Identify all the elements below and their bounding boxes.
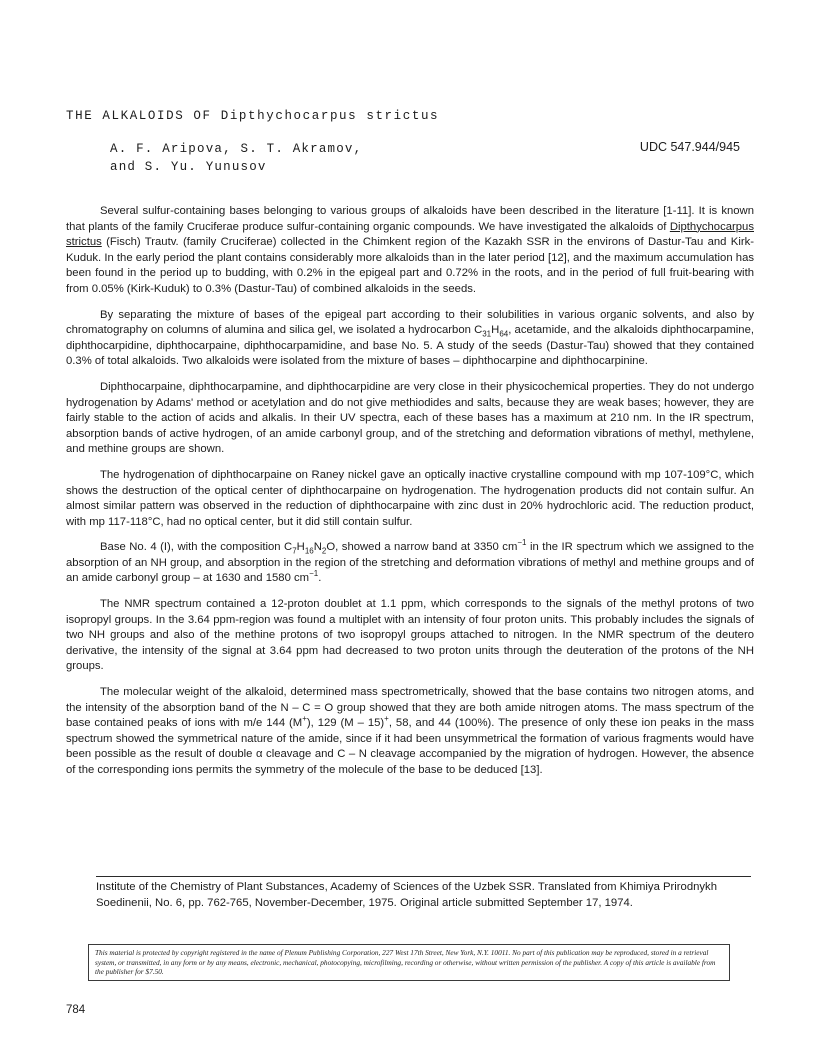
footnote-divider [96,876,751,877]
paragraph-5 [66,540,754,587]
ion-superscript: + [302,714,307,724]
paragraph-2-text-b: , acetamide, and the alkaloids diphthocarpamine, diphthocarpidine, diphthocarpaine, diphthocarpamidine, and base No. 5. A study of the seeds (Dastur-Tau) showed that they contained 0.3% of total alkaloids. Two alkaloids were isolated from the mixture of bases – diphthocarpine and diphthocarpinine. [66,324,754,368]
paragraph-7-text-c: , 58, and 44 (100%). The presence of only these ion peaks in the mass spectrum showed the symmetrical nature of the amide, since if it had been unsymmetrical the formation of various fragments would have been possible as the result of double α cleavage and C – N cleavage accompanied by the migration of hydrogen. However, the absence of the corresponding ions permits the symmetry of the molecule of the base to be deduced [13]. [66,717,754,776]
authors-line-1: A. F. Aripova, S. T. Akramov, [110,142,363,156]
paragraph-6: The NMR spectrum contained a 12-proton doublet at 1.1 ppm, which corresponds to the signals of the methyl protons of two isopropyl groups. In the 3.64 ppm-region was found a multiplet with an intensity of four proton units. This probably includes the signals of two NH groups and also of the methine protons of two isopropyl groups attached to nitrogen. In the NMR spectrum of the deutero derivative, the intensity of the signal at 3.64 ppm had decreased to two proton units through the deuteration of the protons of the NH groups. [66,598,754,673]
title-prefix: THE ALKALOIDS OF [66,109,221,123]
paragraph-1-text-a: Several sulfur-containing bases belonging to various groups of alkaloids have been described in the literature [1-11]. It is known that plants of the family Cruciferae produce sulfur-containing organic compounds. We have investigated the alkaloids of [66,205,754,233]
paragraph-5-text-d: . [318,572,322,585]
paragraph-2-text-a: By separating the mixture of bases of the epigeal part according to their solubilities in various organic solvents, and also by chromatography on columns of alumina and silica gel, we isolated a hydrocarbon C [66,308,754,337]
formula-subscript: 7 [292,546,297,556]
author-list [110,140,362,176]
formula-element: H [491,324,500,337]
formula-subscript: 31 [482,329,492,339]
paragraph-2 [66,308,754,370]
unit-superscript: −1 [517,538,527,548]
copyright-notice: This material is protected by copyright registered in the name of Plenum Publishing Corporation, 227 West 17th Street, New York, N.Y. 10011. No part of this publication may be reproduced, stored in a retrieval system, or transmitted, in any form or by any means, electronic, mechanical, photocopying, microfilming, recording or otherwise, without written permission of the publisher. A copy of this article is available from the publisher for $7.50. [88,944,730,981]
affiliation-footnote: Institute of the Chemistry of Plant Substances, Academy of Sciences of the Uzbek SSR. Translated from Khimiya Prirodnykh Soedinenii, No. 6, pp. 762-765, November-December, 1975. Original article submitted September 17, 1974. [96,881,717,909]
article-title [66,109,439,123]
formula-subscript: 16 [304,546,314,556]
formula-element: N [313,541,322,554]
formula-element: H [296,541,305,554]
paragraph-1 [66,204,754,298]
paragraph-5-text-b: O, showed a narrow band at 3350 cm [326,541,518,554]
unit-superscript: −1 [309,569,319,579]
page-number: 784 [66,1004,86,1016]
udc-code: UDC 547.944/945 [639,140,740,154]
ion-superscript: + [384,714,389,724]
title-species: Dipthychocarpus strictus [220,109,440,123]
paragraph-7 [66,685,754,779]
paragraph-7-text-a: The molecular weight of the alkaloid, determined mass spectrometrically, showed that the base contains two nitrogen atoms, and the intensity of the absorption band of the N – C = O group showed that they are both amide nitrogen atoms. The mass spectrum of the base contained peaks of ions with m/e 144 (M [66,686,754,730]
article-body [66,204,754,789]
formula-subscript: 2 [321,546,327,556]
paragraph-1-text-b: (Fisch) Trautv. (family Cruciferae) collected in the Chimkent region of the Kazakh SSR in the environs of Dastur-Tau and Kirk-Kuduk. In the early period the plant contains considerably more alkaloids than in the later period [12], and the maximum accumulation has been found in the period up to budding, with 0.2% in the epigeal part and 0.72% in the roots, and in the period of full fruit-bearing with from 0.05% (Kirk-Kuduk) to 0.3% (Dastur-Tau) of combined alkaloids in the seeds. [66,236,754,295]
authors-line-2: and S. Yu. Yunusov [110,160,267,174]
paragraph-3: Diphthocarpaine, diphthocarpamine, and diphthocarpidine are very close in their physicochemical properties. They do not undergo hydrogenation by Adams' method or acetylation and do not give methiodides and salts, because they are weak bases; however, they are fairly stable to the action of acids and alkalis. In their UV spectra, each of these bases has a maximum at 210 nm. In the IR spectrum, absorption bands of active hydrogen, of an amide carbonyl group, and of the stretching and deformation vibrations of methyl, methylene, and methine groups are shown. [66,380,754,456]
paragraph-7-text-b: ), 129 (M – 15) [306,717,385,730]
formula-subscript: 64 [499,329,509,339]
paragraph-4: The hydrogenation of diphthocarpaine on Raney nickel gave an optically inactive crystalline compound with mp 107-109°C, which shows the destruction of the optical center of diphthocarpaine on hydrogenation. The hydrogenation products did not contain sulfur. An almost similar pattern was observed in the reduction of diphthocarpaine with zinc dust in 20% hydrochloric acid. The reduction product, with mp 117-118°C, had no optical center, but it did still contain sulfur. [66,468,754,528]
paragraph-5-text-c: in the IR spectrum which we assigned to the absorption of an NH group, and absorption in the region of the stretching and deformation vibrations of methyl and methine groups and of an amide carbonyl group – at 1630 and 1580 cm [66,541,755,585]
species-name: Dipthychocarpus strictus [66,220,754,249]
paragraph-5-text-a: Base No. 4 (I), with the composition C [100,541,293,554]
